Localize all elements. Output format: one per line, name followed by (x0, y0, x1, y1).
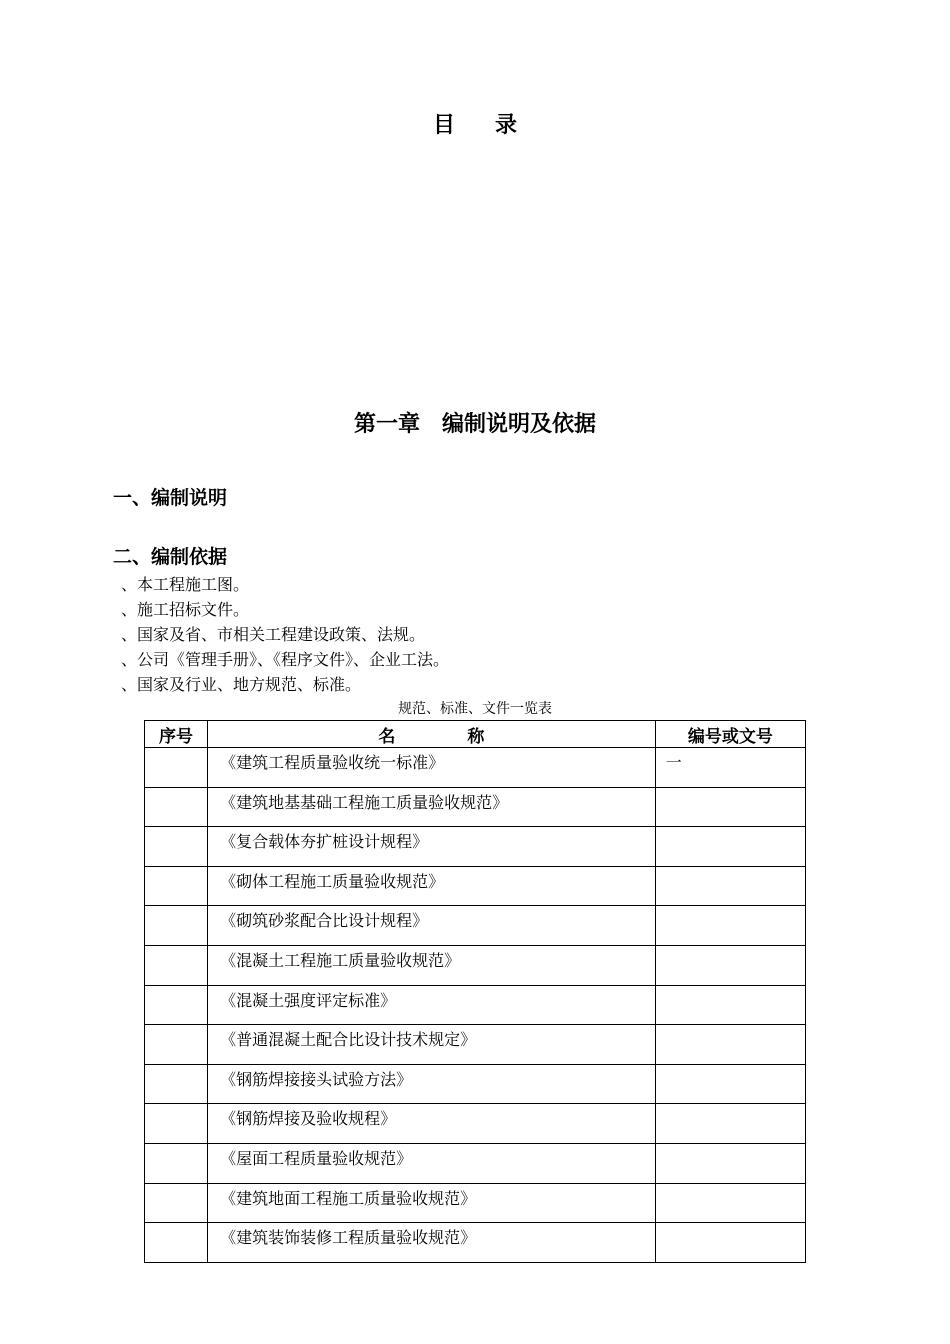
header-seq: 序号 (145, 721, 208, 748)
cell-name: 《建筑地基基础工程施工质量验收规范》 (208, 787, 656, 827)
cell-name: 《砌体工程施工质量验收规范》 (208, 866, 656, 906)
table-row (145, 1223, 806, 1263)
table-row (145, 1143, 806, 1183)
cell-name: 《混凝土强度评定标准》 (208, 985, 656, 1025)
cell-seq (145, 1104, 208, 1144)
list-item: 、国家及省、市相关工程建设政策、法规。 (121, 625, 426, 644)
cell-seq (145, 1064, 208, 1104)
toc-title-char-1: 目 (432, 113, 455, 138)
header-code: 编号或文号 (655, 721, 805, 748)
section-heading-compilation-notes: 一、编制说明 (113, 487, 228, 509)
list-item: 、国家及行业、地方规范、标准。 (121, 675, 362, 694)
table-row (145, 1025, 806, 1065)
table-header-row (145, 721, 806, 748)
table-row (145, 748, 806, 788)
cell-seq (145, 945, 208, 985)
cell-code: 一 (655, 748, 805, 788)
table-row (145, 945, 806, 985)
cell-name: 《建筑装饰装修工程质量验收规范》 (208, 1223, 656, 1263)
chapter-title: 第一章 编制说明及依据 (353, 412, 596, 437)
cell-name: 《屋面工程质量验收规范》 (208, 1143, 656, 1183)
cell-name: 《建筑工程质量验收统一标准》 (208, 748, 656, 788)
cell-code (655, 787, 805, 827)
cell-name: 《砌筑砂浆配合比设计规程》 (208, 906, 656, 946)
table-row (145, 787, 806, 827)
header-name-char-2: 称 (467, 726, 485, 747)
cell-code (655, 1183, 805, 1223)
toc-title (0, 108, 950, 139)
cell-seq (145, 985, 208, 1025)
cell-code (655, 1223, 805, 1263)
list-item: 、公司《管理手册》、《程序文件》、企业工法。 (121, 650, 450, 669)
cell-seq (145, 1183, 208, 1223)
table-body (145, 748, 806, 1263)
cell-name: 《钢筋焊接及验收规程》 (208, 1104, 656, 1144)
toc-title-char-2: 录 (495, 113, 518, 138)
table-row (145, 985, 806, 1025)
cell-name: 《建筑地面工程施工质量验收规范》 (208, 1183, 656, 1223)
list-item: 、本工程施工图。 (121, 575, 250, 594)
cell-seq (145, 748, 208, 788)
cell-seq (145, 1025, 208, 1065)
cell-code (655, 1064, 805, 1104)
list-item: 、施工招标文件。 (121, 600, 250, 619)
header-name (208, 721, 656, 748)
cell-name: 《钢筋焊接接头试验方法》 (208, 1064, 656, 1104)
cell-code (655, 945, 805, 985)
cell-seq (145, 906, 208, 946)
cell-seq (145, 1143, 208, 1183)
header-name-char-1: 名 (378, 726, 396, 747)
cell-code (655, 1104, 805, 1144)
cell-name: 《复合载体夯扩桩设计规程》 (208, 827, 656, 867)
table-row (145, 1183, 806, 1223)
cell-code (655, 866, 805, 906)
table-row (145, 906, 806, 946)
cell-code (655, 985, 805, 1025)
cell-seq (145, 787, 208, 827)
section-heading-compilation-basis: 二、编制依据 (113, 546, 228, 568)
basis-list (121, 572, 449, 697)
cell-code (655, 1143, 805, 1183)
cell-seq (145, 866, 208, 906)
standards-table (144, 720, 806, 1263)
table-caption: 规范、标准、文件一览表 (398, 701, 552, 717)
cell-name: 《普通混凝土配合比设计技术规定》 (208, 1025, 656, 1065)
cell-code (655, 906, 805, 946)
cell-seq (145, 827, 208, 867)
table-row (145, 827, 806, 867)
table-row (145, 1104, 806, 1144)
table-row (145, 1064, 806, 1104)
cell-name: 《混凝土工程施工质量验收规范》 (208, 945, 656, 985)
cell-code (655, 1025, 805, 1065)
cell-code (655, 827, 805, 867)
table-row (145, 866, 806, 906)
cell-seq (145, 1223, 208, 1263)
